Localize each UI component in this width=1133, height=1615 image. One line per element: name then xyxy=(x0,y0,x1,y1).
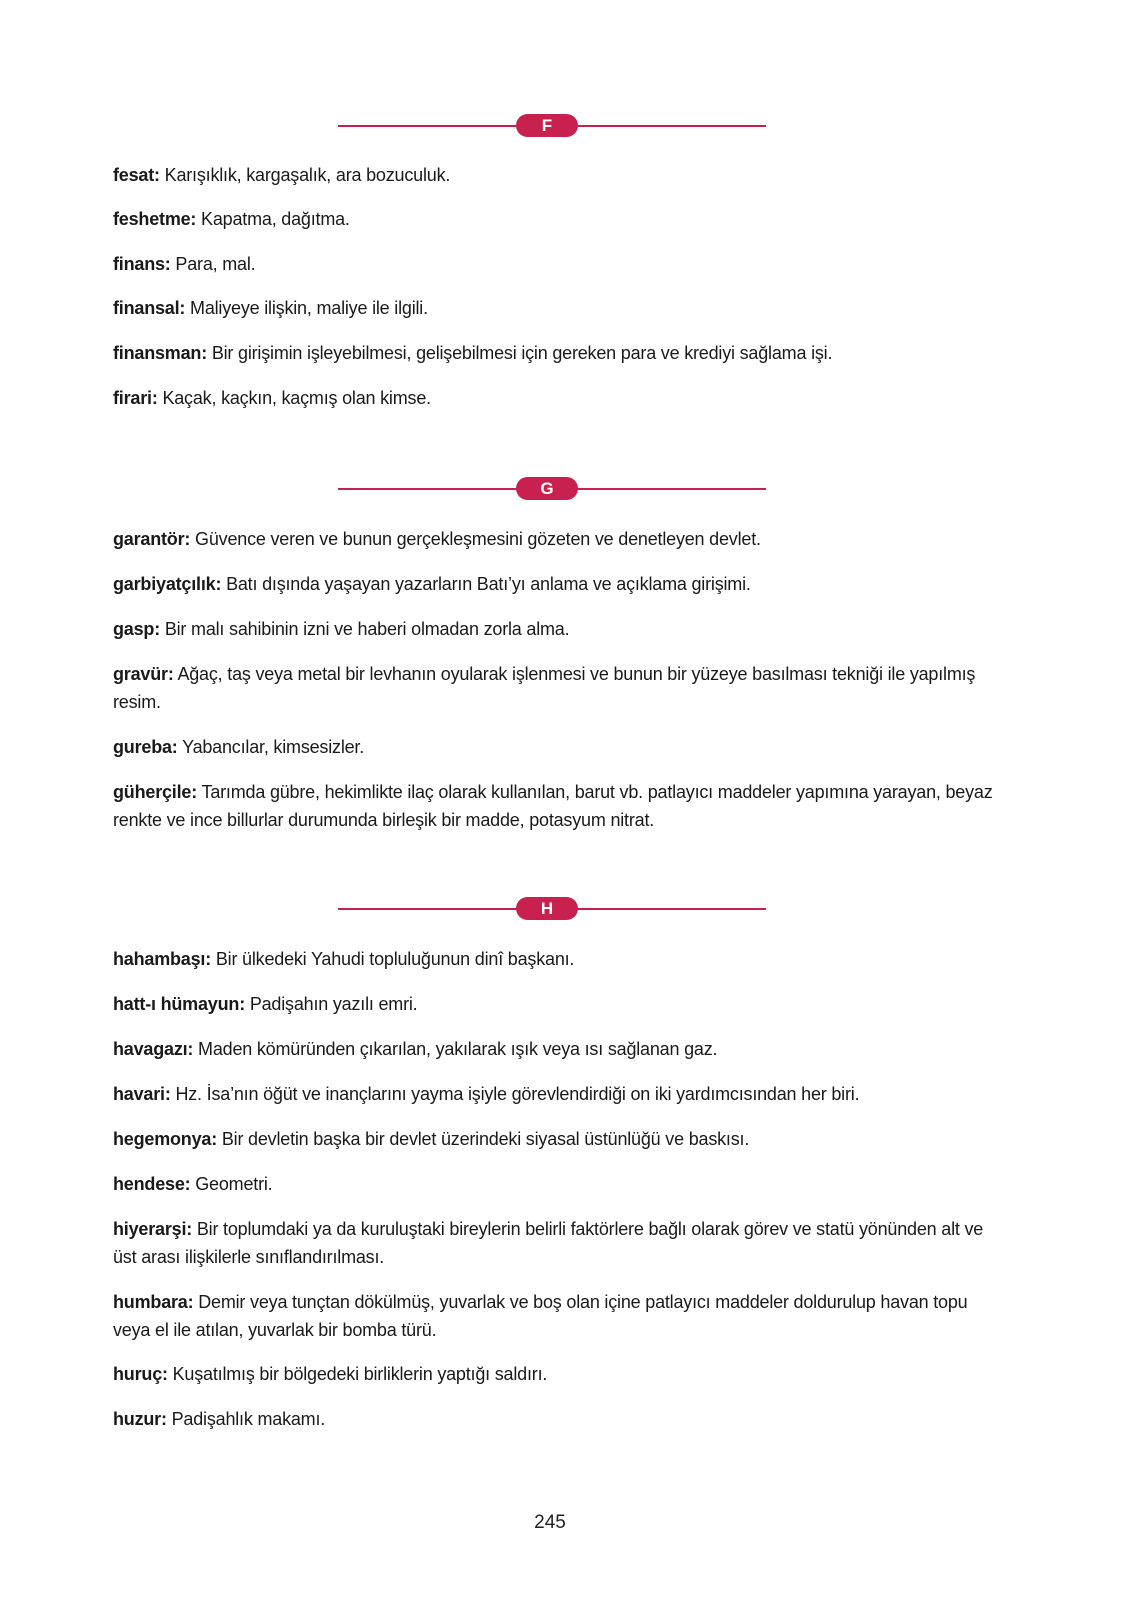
entry-term: garantör: xyxy=(113,529,191,549)
glossary-entry xyxy=(113,1288,993,1344)
glossary-entry xyxy=(113,205,993,233)
glossary-entry xyxy=(113,1170,993,1198)
glossary-entry xyxy=(113,1405,993,1433)
entry-definition: Bir ülkedeki Yahudi topluluğunun dinî başkanı. xyxy=(215,949,575,969)
glossary-entry xyxy=(113,615,993,643)
entry-definition: Kaçak, kaçkın, kaçmış olan kimse. xyxy=(162,388,431,408)
entry-definition: Kuşatılmış bir bölgedeki birliklerin yaptığı saldırı. xyxy=(172,1364,548,1384)
section-header-h xyxy=(338,897,766,921)
glossary-entry xyxy=(113,294,993,322)
entry-definition: Batı dışında yaşayan yazarların Batı’yı anlama ve açıklama girişimi. xyxy=(226,574,751,594)
entry-definition: Karışıklık, kargaşalık, ara bozuculuk. xyxy=(164,165,451,185)
entry-term: hiyerarşi: xyxy=(113,1219,193,1239)
entry-definition: Maden kömüründen çıkarılan, yakılarak ışık veya ısı sağlanan gaz. xyxy=(198,1039,718,1059)
entry-term: garbiyatçılık: xyxy=(113,574,222,594)
entry-term: gravür: xyxy=(113,664,174,684)
glossary-entry xyxy=(113,384,993,412)
entry-definition: Padişahın yazılı emri. xyxy=(249,994,418,1014)
entry-definition: Geometri. xyxy=(195,1174,273,1194)
glossary-entry xyxy=(113,660,993,716)
entry-definition: Hz. İsa’nın öğüt ve inançlarını yayma işiyle görevlendirdiği on iki yardımcısından her biri. xyxy=(175,1084,860,1104)
entry-term: huruç: xyxy=(113,1364,168,1384)
entry-term: havari: xyxy=(113,1084,171,1104)
entry-term: havagazı: xyxy=(113,1039,194,1059)
glossary-entry xyxy=(113,945,993,973)
glossary-entry xyxy=(113,525,993,553)
glossary-entry xyxy=(113,1215,993,1271)
entry-term: fesat: xyxy=(113,165,160,185)
glossary-entry xyxy=(113,250,993,278)
glossary-entry xyxy=(113,339,993,367)
entry-definition: Güvence veren ve bunun gerçekleşmesini gözeten ve denetleyen devlet. xyxy=(195,529,761,549)
entry-definition: Para, mal. xyxy=(175,254,256,274)
entry-definition: Bir toplumdaki ya da kuruluştaki bireylerin belirli faktörlere bağlı olarak görev ve statü yönünden alt ve üst arası ilişkilerle sınıflandırılması. xyxy=(113,1219,984,1267)
glossary-entry xyxy=(113,1080,993,1108)
glossary-entry xyxy=(113,1360,993,1388)
entry-term: hahambaşı: xyxy=(113,949,212,969)
entry-term: huzur: xyxy=(113,1409,167,1429)
entry-definition: Ağaç, taş veya metal bir levhanın oyularak işlenmesi ve bunun bir yüzeye basılması tekniği ile yapılmış resim. xyxy=(113,664,976,712)
entry-definition: Maliyeye ilişkin, maliye ile ilgili. xyxy=(190,298,428,318)
entry-definition: Demir veya tunçtan dökülmüş, yuvarlak ve boş olan içine patlayıcı maddeler doldurulup havan topu veya el ile atılan, yuvarlak bir bomba türü. xyxy=(113,1292,968,1340)
entry-definition: Padişahlık makamı. xyxy=(171,1409,326,1429)
entry-definition: Yabancılar, kimsesizler. xyxy=(182,737,365,757)
entry-term: güherçile: xyxy=(113,782,198,802)
glossary-entry xyxy=(113,161,993,189)
entry-definition: Bir girişimin işleyebilmesi, gelişebilmesi için gereken para ve krediyi sağlama işi. xyxy=(211,343,833,363)
entry-term: feshetme: xyxy=(113,209,197,229)
section-header-f xyxy=(338,114,766,138)
entry-term: hegemonya: xyxy=(113,1129,218,1149)
section-letter-badge: G xyxy=(516,477,578,500)
entry-term: finans: xyxy=(113,254,171,274)
entry-term: hatt-ı hümayun: xyxy=(113,994,245,1014)
entry-term: gureba: xyxy=(113,737,178,757)
glossary-entry xyxy=(113,1125,993,1153)
page-number: 245 xyxy=(534,1512,566,1533)
entry-term: finansman: xyxy=(113,343,208,363)
entry-term: finansal: xyxy=(113,298,186,318)
glossary-entry xyxy=(113,990,993,1018)
section-header-g xyxy=(338,477,766,501)
glossary-entry xyxy=(113,733,993,761)
entry-definition: Bir devletin başka bir devlet üzerindeki siyasal üstünlüğü ve baskısı. xyxy=(221,1129,750,1149)
section-letter-badge: H xyxy=(516,897,578,920)
entry-term: firari: xyxy=(113,388,158,408)
entry-definition: Tarımda gübre, hekimlikte ilaç olarak kullanılan, barut vb. patlayıcı maddeler yapımına yarayan, beyaz renkte ve ince billurlar durumunda birleşik bir madde, potasyum nitrat. xyxy=(113,782,993,830)
entry-term: humbara: xyxy=(113,1292,194,1312)
glossary-entry xyxy=(113,570,993,598)
entry-definition: Bir malı sahibinin izni ve haberi olmadan zorla alma. xyxy=(164,619,570,639)
section-letter-badge: F xyxy=(516,114,578,137)
entry-definition: Kapatma, dağıtma. xyxy=(201,209,350,229)
entry-term: hendese: xyxy=(113,1174,191,1194)
glossary-entry xyxy=(113,1035,993,1063)
entry-term: gasp: xyxy=(113,619,161,639)
glossary-entry xyxy=(113,778,993,834)
